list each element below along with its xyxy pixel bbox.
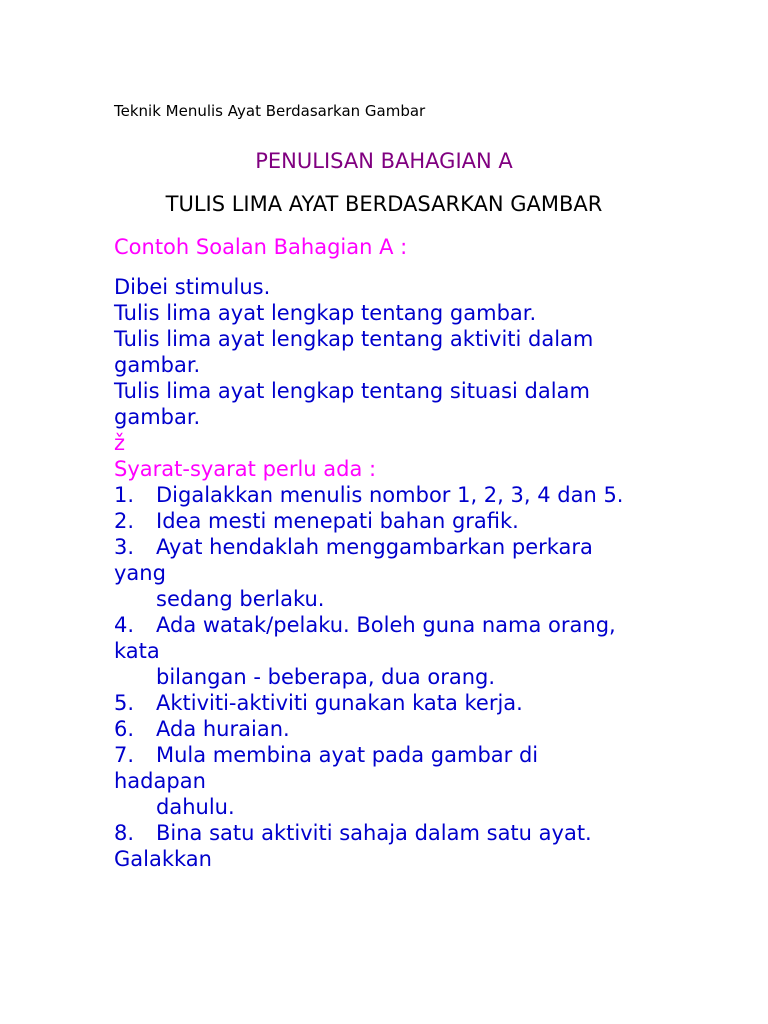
item-continuation: bilangan - beberapa, dua orang. — [156, 665, 496, 689]
item-text: Aktiviti-aktiviti gunakan kata kerja. — [156, 691, 523, 715]
item-number: 3. — [114, 535, 135, 559]
page-header: Teknik Menulis Ayat Berdasarkan Gambar — [114, 102, 426, 120]
list-item — [114, 690, 754, 716]
bullet-glyph: ž — [114, 431, 126, 455]
item-text: Bina satu aktiviti sahaja dalam satu ayat. — [156, 821, 592, 845]
intro-line: Tulis lima ayat lengkap tentang gambar. — [114, 301, 537, 325]
item-continuation: dahulu. — [156, 795, 235, 819]
example-label: Contoh Soalan Bahagian A : — [114, 235, 408, 259]
item-wrap: hadapan — [114, 769, 206, 793]
list-item — [114, 482, 754, 508]
document-body — [114, 274, 754, 872]
list-item — [114, 820, 754, 846]
item-number: 1. — [114, 483, 135, 507]
item-text: Idea mesti menepati bahan grafik. — [156, 509, 519, 533]
list-item — [114, 508, 754, 534]
intro-line: gambar. — [114, 353, 201, 377]
item-text: Ada huraian. — [156, 717, 290, 741]
list-item — [114, 534, 754, 560]
item-wrap: Galakkan — [114, 847, 212, 871]
item-number: 4. — [114, 613, 135, 637]
item-number: 7. — [114, 743, 135, 767]
list-item — [114, 742, 754, 768]
item-wrap: kata — [114, 639, 160, 663]
item-continuation: sedang berlaku. — [156, 587, 325, 611]
requirements-label: Syarat-syarat perlu ada : — [114, 457, 377, 481]
list-item — [114, 612, 754, 638]
intro-line: Dibei stimulus. — [114, 275, 271, 299]
list-item — [114, 716, 754, 742]
item-text: Ayat hendaklah menggambarkan perkara — [156, 535, 593, 559]
instruction-heading: TULIS LIMA AYAT BERDASARKAN GAMBAR — [165, 192, 603, 216]
intro-line: gambar. — [114, 405, 201, 429]
item-number: 6. — [114, 717, 135, 741]
section-heading: PENULISAN BAHAGIAN A — [255, 149, 513, 173]
item-text: Digalakkan menulis nombor 1, 2, 3, 4 dan 5. — [156, 483, 624, 507]
item-wrap: yang — [114, 561, 166, 585]
item-number: 8. — [114, 821, 135, 845]
intro-line: Tulis lima ayat lengkap tentang situasi dalam — [114, 379, 590, 403]
item-text: Ada watak/pelaku. Boleh guna nama orang, — [156, 613, 616, 637]
item-text: Mula membina ayat pada gambar di — [156, 743, 539, 767]
item-number: 5. — [114, 691, 135, 715]
item-number: 2. — [114, 509, 135, 533]
intro-line: Tulis lima ayat lengkap tentang aktiviti dalam — [114, 327, 594, 351]
